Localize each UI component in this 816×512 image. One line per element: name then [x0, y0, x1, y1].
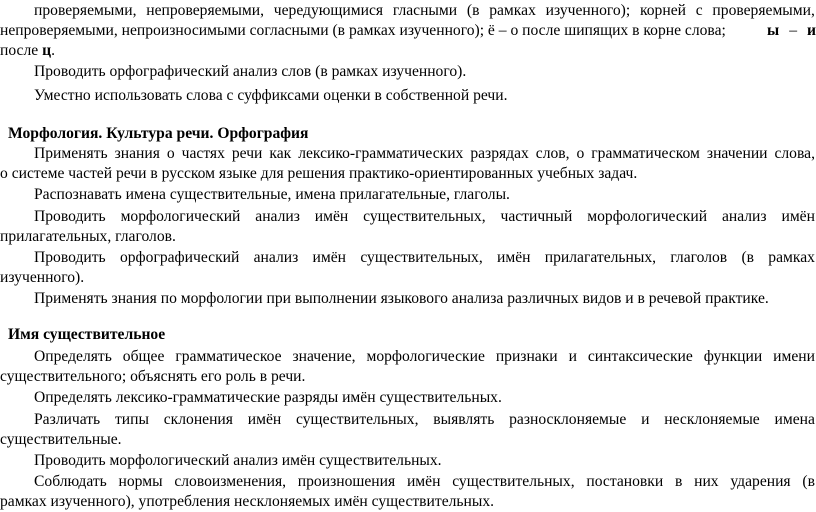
text-line: [0, 268, 84, 288]
word: речи: [231, 145, 263, 162]
word: прилагательных,: [544, 249, 657, 266]
section-heading-text: Морфология. Культура речи. Орфография: [8, 125, 309, 142]
word: морфологические: [366, 348, 485, 365]
word: типы: [114, 411, 149, 428]
word: с: [695, 2, 703, 19]
word: грамматическом: [591, 145, 700, 162]
text-line: [0, 492, 494, 512]
word: существительных,: [296, 411, 419, 428]
text-line-content: непроверяемыми, непроизносимыми согласными (в рамках изученного); ё – о после шипящих в корне слова;: [0, 22, 726, 39]
text-line-content: [34, 410, 815, 430]
text-line-content: [34, 1, 815, 21]
text-line-content: [34, 144, 815, 164]
text-line: [34, 472, 815, 492]
text-line: [34, 1, 815, 21]
text-line-content: Определять лексико-грамматические разряды имён существительных.: [34, 389, 502, 406]
word: Проводить: [34, 208, 106, 225]
word: существительных,: [360, 249, 483, 266]
word: функции: [703, 348, 763, 365]
word: постановки: [586, 473, 664, 490]
word: (в: [741, 249, 755, 266]
text-line-content: существительные.: [0, 431, 122, 448]
text-line: [34, 451, 442, 471]
text-line: [0, 430, 122, 450]
word: частичный: [500, 208, 573, 225]
word: несклоняемые: [664, 411, 760, 428]
text-line-content: Уместно использовать слова с суффиксами оценки в собственной речи.: [34, 87, 508, 104]
text-line-content: [34, 248, 815, 268]
text-line-content: прилагательных, глаголов.: [0, 228, 176, 245]
word: имён: [497, 249, 531, 266]
word: имён: [406, 473, 441, 490]
word: знания: [114, 145, 160, 162]
word: глаголов: [670, 249, 728, 266]
bold-letter: ц: [42, 42, 52, 59]
text-line-content: Распознавать имена существительные, имена прилагательные, глаголы.: [34, 186, 510, 203]
text-line-content: [34, 347, 815, 367]
bold-letter: и: [807, 22, 816, 39]
text-line: [34, 185, 510, 205]
word: анализ: [255, 208, 300, 225]
word: проверяемыми,: [34, 2, 137, 19]
text-line-content: рамках изученного), употребления несклоняемых имён существительных.: [0, 493, 495, 510]
word: орфографический: [119, 249, 240, 266]
text-line: [34, 289, 769, 309]
word: рамках: [489, 2, 536, 19]
text-line: [0, 41, 55, 61]
word: выявлять: [433, 411, 495, 428]
text-line: [34, 62, 466, 82]
word: произношения: [297, 473, 396, 490]
word: лексико-грамматических: [298, 145, 464, 162]
word: чередующимися: [273, 2, 384, 19]
word: анализ: [721, 208, 767, 225]
text-line: [34, 207, 815, 227]
section-heading-text: Имя существительное: [8, 326, 166, 343]
word: общее: [122, 348, 165, 365]
word: словоизменения,: [174, 473, 287, 490]
text-line-content: [34, 207, 815, 227]
word: частях: [181, 145, 225, 162]
word: синтаксические: [587, 348, 693, 365]
word: Применять: [34, 145, 108, 162]
text-line: [34, 86, 508, 106]
text-line-content: Проводить орфографический анализ слов (в рамках изученного).: [34, 63, 467, 80]
word: существительных,: [363, 208, 486, 225]
section-heading: [8, 325, 165, 345]
word: значении: [706, 145, 768, 162]
word: ударения: [730, 473, 791, 490]
text-line: [0, 21, 816, 41]
text-line-content: после: [0, 42, 39, 59]
word: гласными: [392, 2, 458, 19]
word: склонения: [163, 411, 233, 428]
word: грамматическое: [175, 348, 282, 365]
text-line-content: [34, 472, 815, 492]
word: слов,: [535, 145, 570, 162]
word: Определять: [34, 348, 112, 365]
text-line: [0, 227, 176, 247]
word: имён: [312, 249, 347, 266]
text-line: [34, 347, 815, 367]
text-line: [34, 388, 502, 408]
period: .: [51, 42, 55, 59]
word: анализ: [253, 249, 299, 266]
text-line-content: о системе частей речи в русском языке для решения практико-ориентированных учебных задач.: [0, 165, 638, 182]
text-line-content: Проводить морфологический анализ имён существительных.: [34, 452, 442, 469]
word: имён: [781, 208, 815, 225]
word: существительных,: [452, 473, 575, 490]
word: разрядах: [470, 145, 529, 162]
word: как: [269, 145, 292, 162]
text-line-content: Применять знания по морфологии при выполнении языкового анализа различных видов и в речевой практике.: [34, 290, 769, 307]
word: (в: [466, 2, 480, 19]
text-line: [34, 248, 815, 268]
text-line: [34, 144, 815, 164]
word: о: [166, 145, 175, 162]
word: слова,: [774, 145, 815, 162]
word: морфологический: [587, 208, 708, 225]
text-line-content: изученного).: [0, 269, 85, 286]
word: Соблюдать: [34, 473, 107, 490]
word: проверяемыми,: [712, 2, 815, 19]
word: признаки: [495, 348, 558, 365]
text-line: [0, 367, 305, 387]
word: них: [694, 473, 719, 490]
word: (в: [802, 473, 815, 490]
word: Различать: [34, 411, 101, 428]
word: имена: [774, 411, 815, 428]
word: значение,: [292, 348, 356, 365]
word: Проводить: [34, 249, 106, 266]
word: имён: [314, 208, 349, 225]
word: разносклоняемые: [509, 411, 627, 428]
word: изученного);: [545, 2, 631, 19]
word: имени: [773, 348, 815, 365]
dash: –: [789, 22, 797, 39]
word: в: [674, 473, 683, 490]
word: непроверяемыми,: [146, 2, 264, 19]
word: о: [576, 145, 585, 162]
bold-letter: ы: [767, 22, 780, 39]
word: нормы: [118, 473, 163, 490]
word: морфологический: [120, 208, 241, 225]
section-heading: [8, 124, 308, 144]
word: имён: [247, 411, 282, 428]
word: рамках: [768, 249, 815, 266]
text-line-content: существительного; объяснять его роль в речи.: [0, 368, 306, 385]
word: и: [641, 411, 650, 428]
text-line: [0, 164, 637, 184]
word: и: [568, 348, 577, 365]
text-line: [34, 410, 815, 430]
word: корней: [639, 2, 686, 19]
